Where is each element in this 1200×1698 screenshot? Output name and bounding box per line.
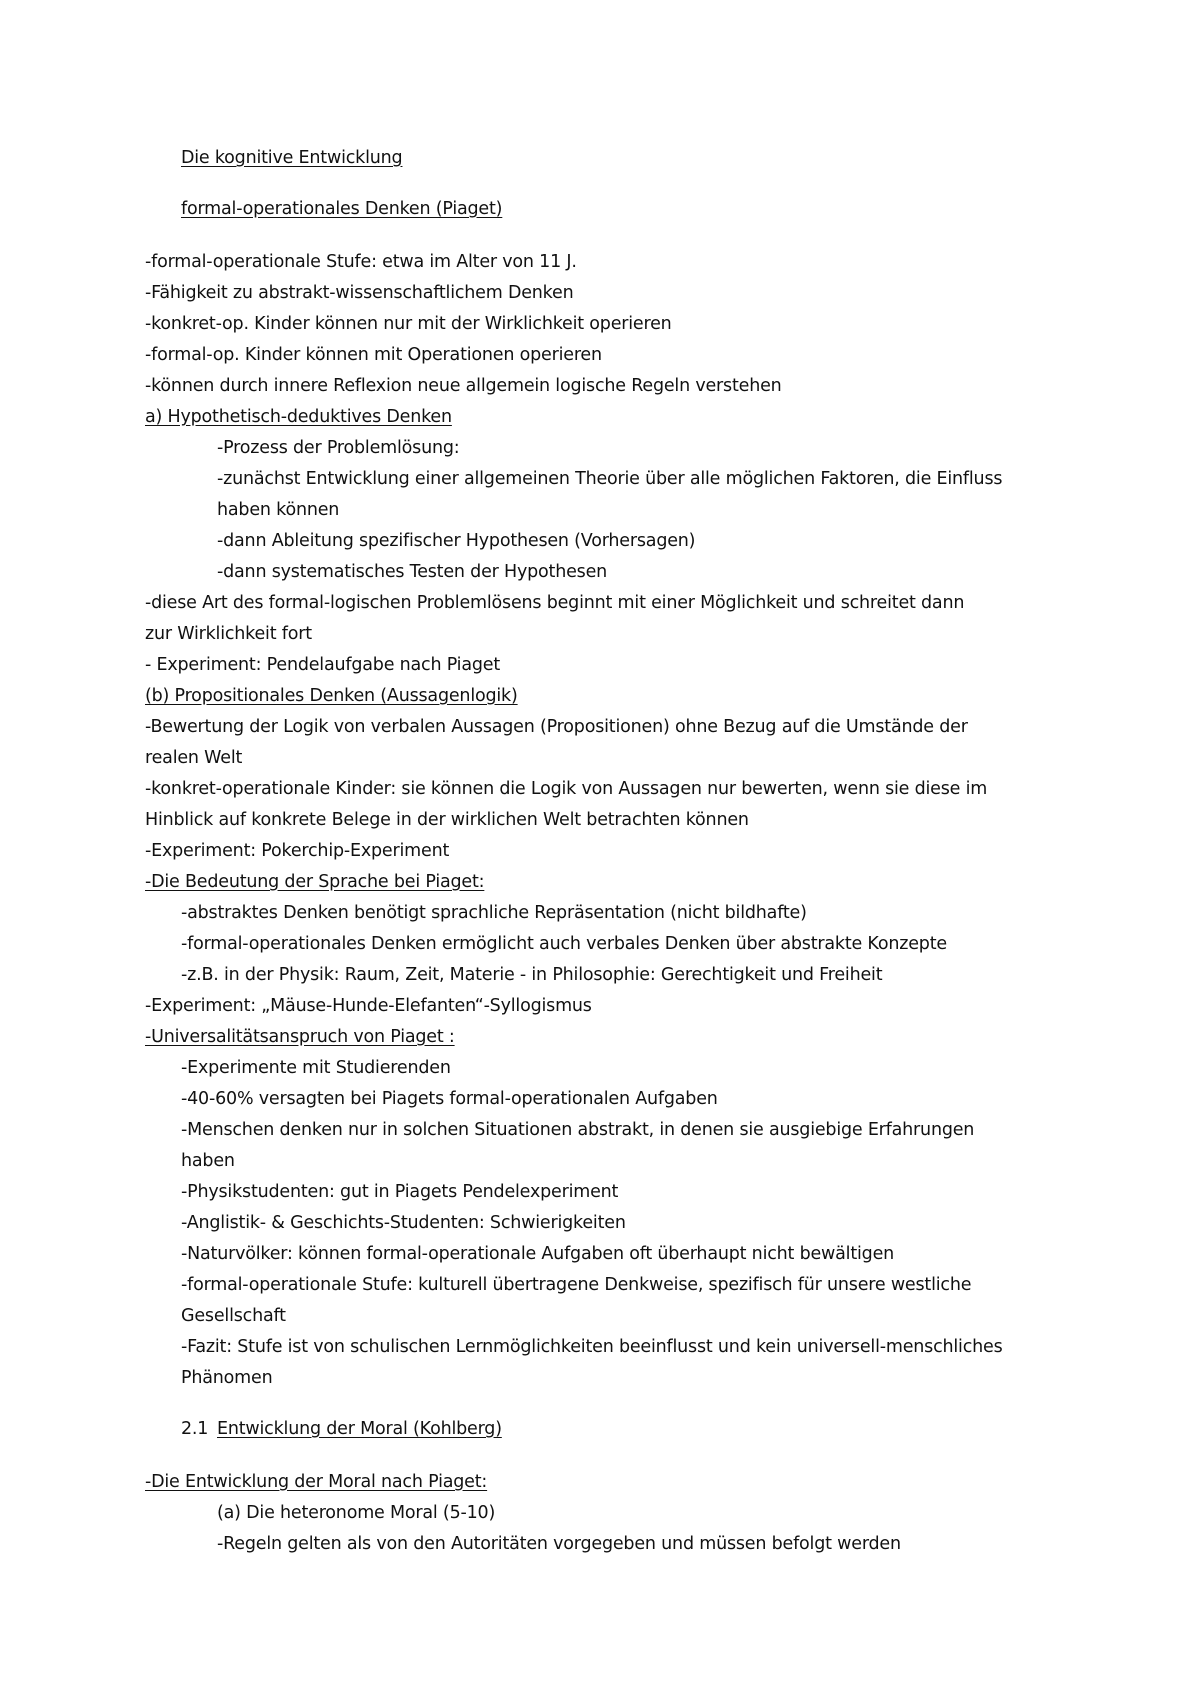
sprache-heading: -Die Bedeutung der Sprache bei Piaget: — [145, 872, 485, 892]
document-subtitle: formal-operationales Denken (Piaget) — [181, 199, 503, 219]
universal-item: -Physikstudenten: gut in Piagets Pendelexperiment — [181, 1182, 619, 1202]
section-b-text: realen Welt — [145, 748, 243, 768]
section-a-item: -dann systematisches Testen der Hypothesen — [217, 562, 608, 582]
universal-item: -Fazit: Stufe ist von schulischen Lernmöglichkeiten beeinflusst und kein universell-menschliches — [181, 1337, 1003, 1357]
intro-line: -formal-operationale Stufe: etwa im Alter von 11 J. — [145, 252, 577, 272]
section-b-text: -Bewertung der Logik von verbalen Aussagen (Propositionen) ohne Bezug auf die Umstände der — [145, 717, 968, 737]
section-b-text: Hinblick auf konkrete Belege in der wirklichen Welt betrachten können — [145, 810, 749, 830]
universal-item: Phänomen — [181, 1368, 273, 1388]
sprache-item: -abstraktes Denken benötigt sprachliche Repräsentation (nicht bildhafte) — [181, 903, 807, 923]
universal-item: haben — [181, 1151, 235, 1171]
section-b-text: -Experiment: Pokerchip-Experiment — [145, 841, 450, 861]
section-a-item: -dann Ableitung spezifischer Hypothesen (Vorhersagen) — [217, 531, 696, 551]
section-a-item: -Prozess der Problemlösung: — [217, 438, 460, 458]
intro-line: -Fähigkeit zu abstrakt-wissenschaftlichem Denken — [145, 283, 574, 303]
section-a-heading: a) Hypothetisch-deduktives Denken — [145, 407, 452, 427]
document-title: Die kognitive Entwicklung — [181, 148, 403, 168]
section-a-text: - Experiment: Pendelaufgabe nach Piaget — [145, 655, 501, 675]
intro-line: -können durch innere Reflexion neue allgemein logische Regeln verstehen — [145, 376, 782, 396]
universal-item: Gesellschaft — [181, 1306, 286, 1326]
sprache-item: -z.B. in der Physik: Raum, Zeit, Materie - in Philosophie: Gerechtigkeit und Freiheit — [181, 965, 883, 985]
sprache-text: -Experiment: „Mäuse-Hunde-Elefanten“-Syllogismus — [145, 996, 592, 1016]
universal-item: -Anglistik- & Geschichts-Studenten: Schwierigkeiten — [181, 1213, 626, 1233]
universal-item: -Naturvölker: können formal-operationale Aufgaben oft überhaupt nicht bewältigen — [181, 1244, 895, 1264]
section-a-text: zur Wirklichkeit fort — [145, 624, 312, 644]
section-a-text: -diese Art des formal-logischen Problemlösens beginnt mit einer Möglichkeit und schreitet dann — [145, 593, 965, 613]
moral-section-number: 2.1 — [181, 1419, 209, 1439]
universal-item: -Menschen denken nur in solchen Situationen abstrakt, in denen sie ausgiebige Erfahrungen — [181, 1120, 975, 1140]
universal-item: -40-60% versagten bei Piagets formal-operationalen Aufgaben — [181, 1089, 718, 1109]
moral-section-title: Entwicklung der Moral (Kohlberg) — [217, 1419, 502, 1439]
intro-line: -formal-op. Kinder können mit Operationen operieren — [145, 345, 602, 365]
moral-item: -Regeln gelten als von den Autoritäten vorgegeben und müssen befolgt werden — [217, 1534, 901, 1554]
universal-heading: -Universalitätsanspruch von Piaget : — [145, 1027, 455, 1047]
moral-subheading: -Die Entwicklung der Moral nach Piaget: — [145, 1472, 488, 1492]
universal-item: -formal-operationale Stufe: kulturell übertragene Denkweise, spezifisch für unsere westliche — [181, 1275, 972, 1295]
section-b-text: -konkret-operationale Kinder: sie können die Logik von Aussagen nur bewerten, wenn sie diese im — [145, 779, 988, 799]
sprache-item: -formal-operationales Denken ermöglicht auch verbales Denken über abstrakte Konzepte — [181, 934, 947, 954]
section-a-item: haben können — [217, 500, 340, 520]
universal-item: -Experimente mit Studierenden — [181, 1058, 451, 1078]
section-b-heading: (b) Propositionales Denken (Aussagenlogik) — [145, 686, 518, 706]
intro-line: -konkret-op. Kinder können nur mit der Wirklichkeit operieren — [145, 314, 672, 334]
moral-item: (a) Die heteronome Moral (5-10) — [217, 1503, 496, 1523]
section-a-item: -zunächst Entwicklung einer allgemeinen Theorie über alle möglichen Faktoren, die Einfluss — [217, 469, 1003, 489]
